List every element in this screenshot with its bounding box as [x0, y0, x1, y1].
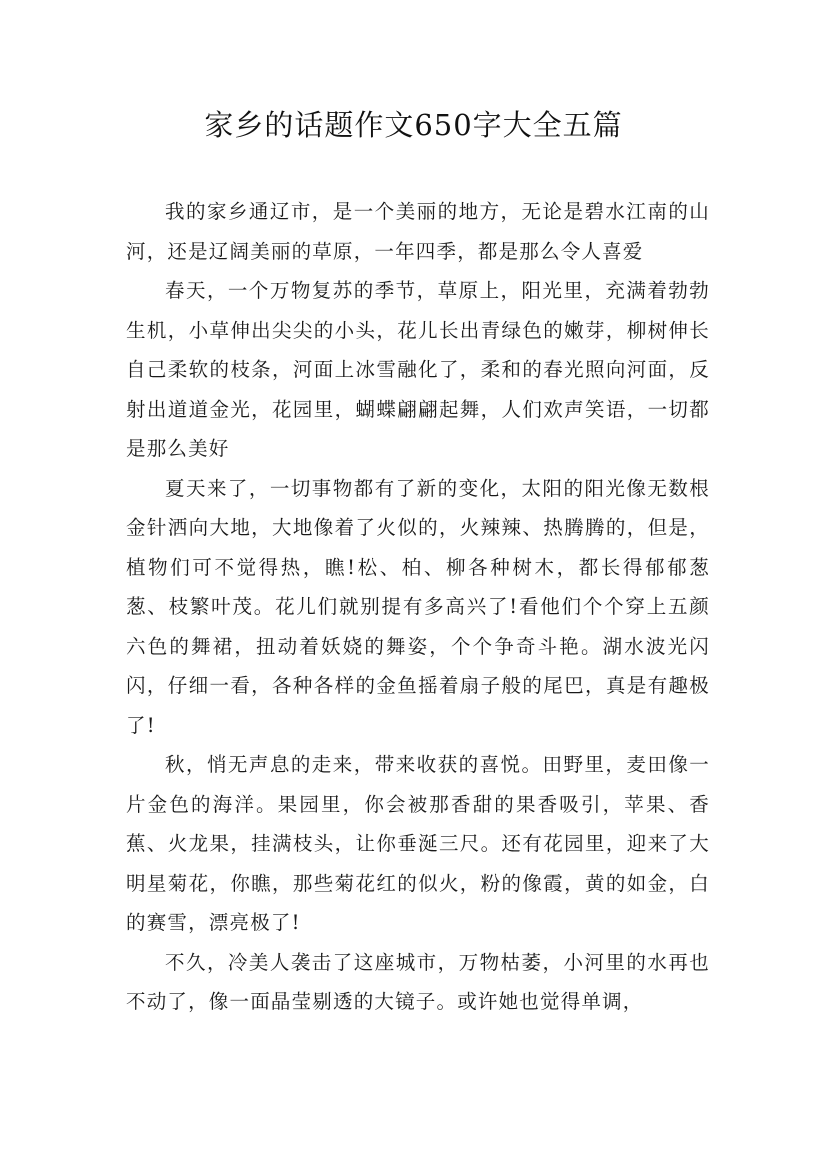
paragraph-intro: 我的家乡通辽市，是一个美丽的地方，无论是碧水江南的山河，还是辽阔美丽的草原，一年四季，都是那么令人喜爱 — [126, 200, 710, 263]
paragraph-summer: 夏天来了，一切事物都有了新的变化，太阳的阳光像无数根金针洒向大地，大地像着了火似的，火辣辣、热腾腾的，但是，植物们可不觉得热，瞧!松、柏、柳各种树木，都长得郁郁葱葱、枝繁叶茂。花儿们就别提有多高兴了!看他们个个穿上五颜六色的舞裙，扭动着妖娆的舞姿，个个争奇斗艳。湖水波光闪闪，仔细一看，各种各样的金鱼摇着扇子般的尾巴，真是有趣极了! — [126, 476, 710, 737]
paragraph-autumn: 秋，悄无声息的走来，带来收获的喜悦。田野里，麦田像一片金色的海洋。果园里，你会被那香甜的果香吸引，苹果、香蕉、火龙果，挂满枝头，让你垂涎三尺。还有花园里，迎来了大明星菊花，你瞧，那些菊花红的似火，粉的像霞，黄的如金，白的赛雪，漂亮极了! — [126, 753, 710, 934]
paragraph-spring: 春天，一个万物复苏的季节，草原上，阳光里，充满着勃勃生机，小草伸出尖尖的小头，花儿长出青绿色的嫩芽，柳树伸长自己柔软的枝条，河面上冰雪融化了，柔和的春光照向河面，反射出道道金光，花园里，蝴蝶翩翩起舞，人们欢声笑语，一切都是那么美好 — [126, 279, 710, 460]
document-body — [126, 192, 710, 1022]
document-title: 家乡的话题作文650字大全五篇 — [204, 108, 623, 142]
paragraph-winter: 不久，冷美人袭击了这座城市，万物枯萎，小河里的水再也不动了，像一面晶莹剔透的大镜子。或许她也觉得单调， — [126, 950, 710, 1013]
